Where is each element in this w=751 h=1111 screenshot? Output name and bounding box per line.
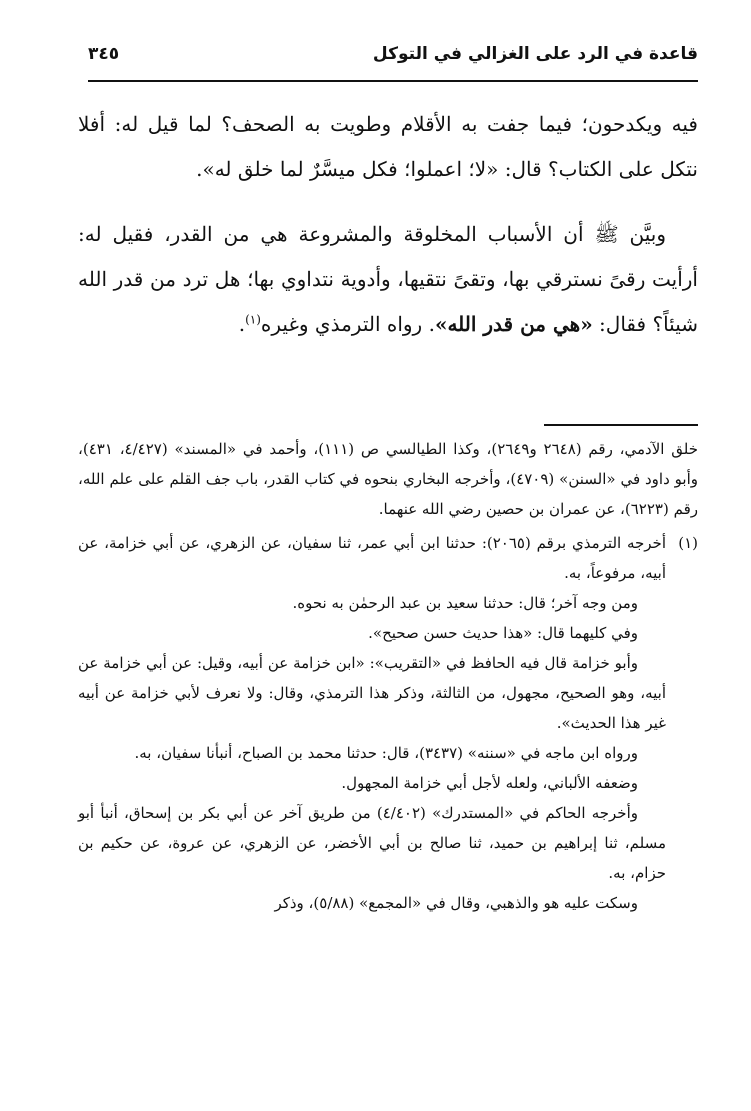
paragraph-2 — [78, 212, 698, 347]
page-header — [88, 34, 698, 78]
main-text — [78, 102, 698, 367]
footnote-1-line: ورواه ابن ماجه في «سننه» (٣٤٣٧)، قال: حدثنا محمد بن الصباح، أنبأنا سفيان، به. — [134, 744, 638, 762]
footnote-separator — [544, 424, 698, 426]
footnote-1-line: وفي كليهما قال: «هذا حديث حسن صحيح». — [368, 624, 638, 642]
page-number: ٣٤٥ — [88, 44, 120, 64]
footnotes — [78, 434, 698, 918]
footnote-1-line: وسكت عليه هو والذهبي، وقال في «المجمع» (٥/٨٨)، وذكر — [274, 894, 638, 912]
footnote-1-line: وضعفه الألباني، ولعله لأجل أبي خزامة المجهول. — [341, 774, 638, 792]
footnote-1-line: أخرجه الترمذي برقم (٢٠٦٥): حدثنا ابن أبي عمر، ثنا سفيان، عن الزهري، عن أبي خزامة، عن أبيه، مرفوعاً، به. — [78, 534, 666, 582]
footnote-1 — [78, 528, 698, 918]
paragraph-2-attribution: . رواه الترمذي وغيره — [260, 312, 435, 336]
footnote-1-line: ومن وجه آخر؛ قال: حدثنا سعيد بن عبد الرحمٰن به نحوه. — [292, 594, 638, 612]
footnote-1-line: وأبو خزامة قال فيه الحافظ في «التقريب»: «ابن خزامة عن أبيه، وقيل: عن أبي خزامة عن أبيه، وهو الصحيح، مجهول، من الثالثة، وذكر هذا الترمذي، وقال: ولا نعرف لأبي خزامة عن أبيه غير هذا الحديث». — [78, 654, 667, 732]
paragraph-2-text: وبيَّن ﷺ أن الأسباب المخلوقة والمشروعة هي من القدر، فقيل له: أرأيت رقىً نسترقي بها، وتقىً نتقيها، وأدوية نتداوي بها؛ هل ترد من قدر الله شيئاً؟ فقال: — [78, 222, 698, 336]
running-title: قاعدة في الرد على الغزالي في التوكل — [372, 44, 698, 64]
footnote-reference-1[interactable]: (١) — [245, 312, 261, 327]
footnote-1-marker: (١) — [678, 534, 698, 552]
header-rule — [88, 80, 698, 82]
footnote-1-line: وأخرجه الحاكم في «المستدرك» (٤/٤٠٢) من طريق آخر عن أبي بكر بن إسحاق، أنبأ أبو مسلم، ثنا إبراهيم بن حميد، ثنا صالح بن أبي الأخضر، عن الزهري، عن عروة، عن حكيم بن حزام، به. — [78, 804, 666, 882]
paragraph-2-end: . — [238, 312, 246, 336]
footnote-continuation: خلق الآدمي، رقم (٢٦٤٨ و٢٦٤٩)، وكذا الطيالسي ص (١١١)، وأحمد في «المسند» (٤/٤٢٧، ٤٣١)، وأبو داود في «السنن» (٤٧٠٩)، وأخرجه البخاري بنحوه في كتاب القدر، باب جف القلم على علم الله، رقم (٦٢٢٣)، عن عمران بن حصين رضي الله عنهما. — [78, 440, 698, 518]
hadith-quote: «هي من قدر الله» — [434, 312, 593, 336]
paragraph-1: فيه ويكدحون؛ فيما جفت به الأقلام وطويت به الصحف؟ لما قيل له: أفلا نتكل على الكتاب؟ قال: «لا؛ اعملوا؛ فكل ميسَّرٌ لما خلق له». — [78, 112, 698, 181]
